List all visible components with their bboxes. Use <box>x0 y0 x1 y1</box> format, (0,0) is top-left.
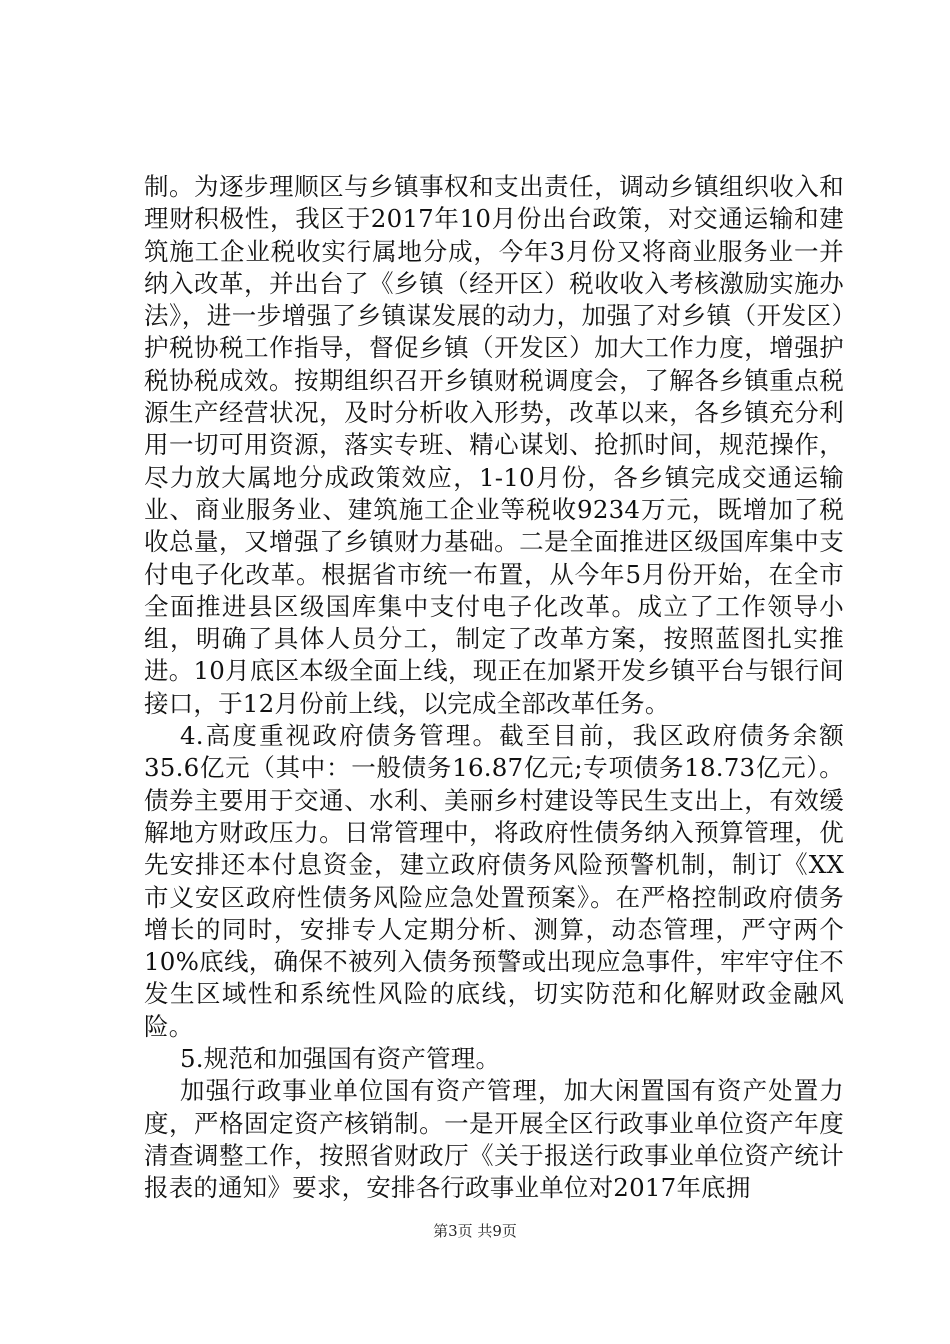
page-body <box>144 171 844 1205</box>
paragraph-1: 制。为逐步理顺区与乡镇事权和支出责任，调动乡镇组织收入和理财积极性，我区于2017年10月份出台政策，对交通运输和建筑施工企业税收实行属地分成，今年3月份又将商业服务业一并纳入改革，并出台了《乡镇（经开区）税收收入考核激励实施办法》，进一步增强了乡镇谋发展的动力，加强了对乡镇（开发区）护税协税工作指导，督促乡镇（开发区）加大工作力度，增强护税协税成效。按期组织召开乡镇财税调度会，了解各乡镇重点税源生产经营状况，及时分析收入形势，改革以来，各乡镇充分利用一切可用资源，落实专班、精心谋划、抢抓时间，规范操作，尽力放大属地分成政策效应，1-10月份，各乡镇完成交通运输业、商业服务业、建筑施工企业等税收9234万元，既增加了税收总量，又增强了乡镇财力基础。二是全面推进区级国库集中支付电子化改革。根据省市统一布置，从今年5月份开始，在全市全面推进县区级国库集中支付电子化改革。成立了工作领导小组，明确了具体人员分工，制定了改革方案，按照蓝图扎实推进。10月底区本级全面上线，现正在加紧开发乡镇平台与银行间接口，于12月份前上线，以完成全部改革任务。 <box>144 172 844 718</box>
paragraph-3: 5.规范和加强国有资产管理。 <box>180 1044 501 1074</box>
page-footer: 第3页 共9页 <box>433 1222 517 1240</box>
paragraph-2: 4.高度重视政府债务管理。截至目前，我区政府债务余额35.6亿元（其中：一般债务16.87亿元;专项债务18.73亿元）。债券主要用于交通、水利、美丽乡村建设等民生支出上，有效缓解地方财政压力。日常管理中，将政府性债务纳入预算管理，优先安排还本付息资金，建立政府债务风险预警机制，制订《XX市义安区政府性债务风险应急处置预案》。在严格控制政府债务增长的同时，安排专人定期分析、测算，动态管理，严守两个10%底线，确保不被列入债务预警或出现应急事件，牢牢守住不发生区域性和系统性风险的底线，切实防范和化解财政金融风险。 <box>144 721 844 1041</box>
paragraph-4: 加强行政事业单位国有资产管理，加大闲置国有资产处置力度，严格固定资产核销制。一是开展全区行政事业单位资产年度清查调整工作，按照省财政厅《关于报送行政事业单位资产统计报表的通知》要求，安排各行政事业单位对2017年底拥 <box>144 1076 844 1203</box>
